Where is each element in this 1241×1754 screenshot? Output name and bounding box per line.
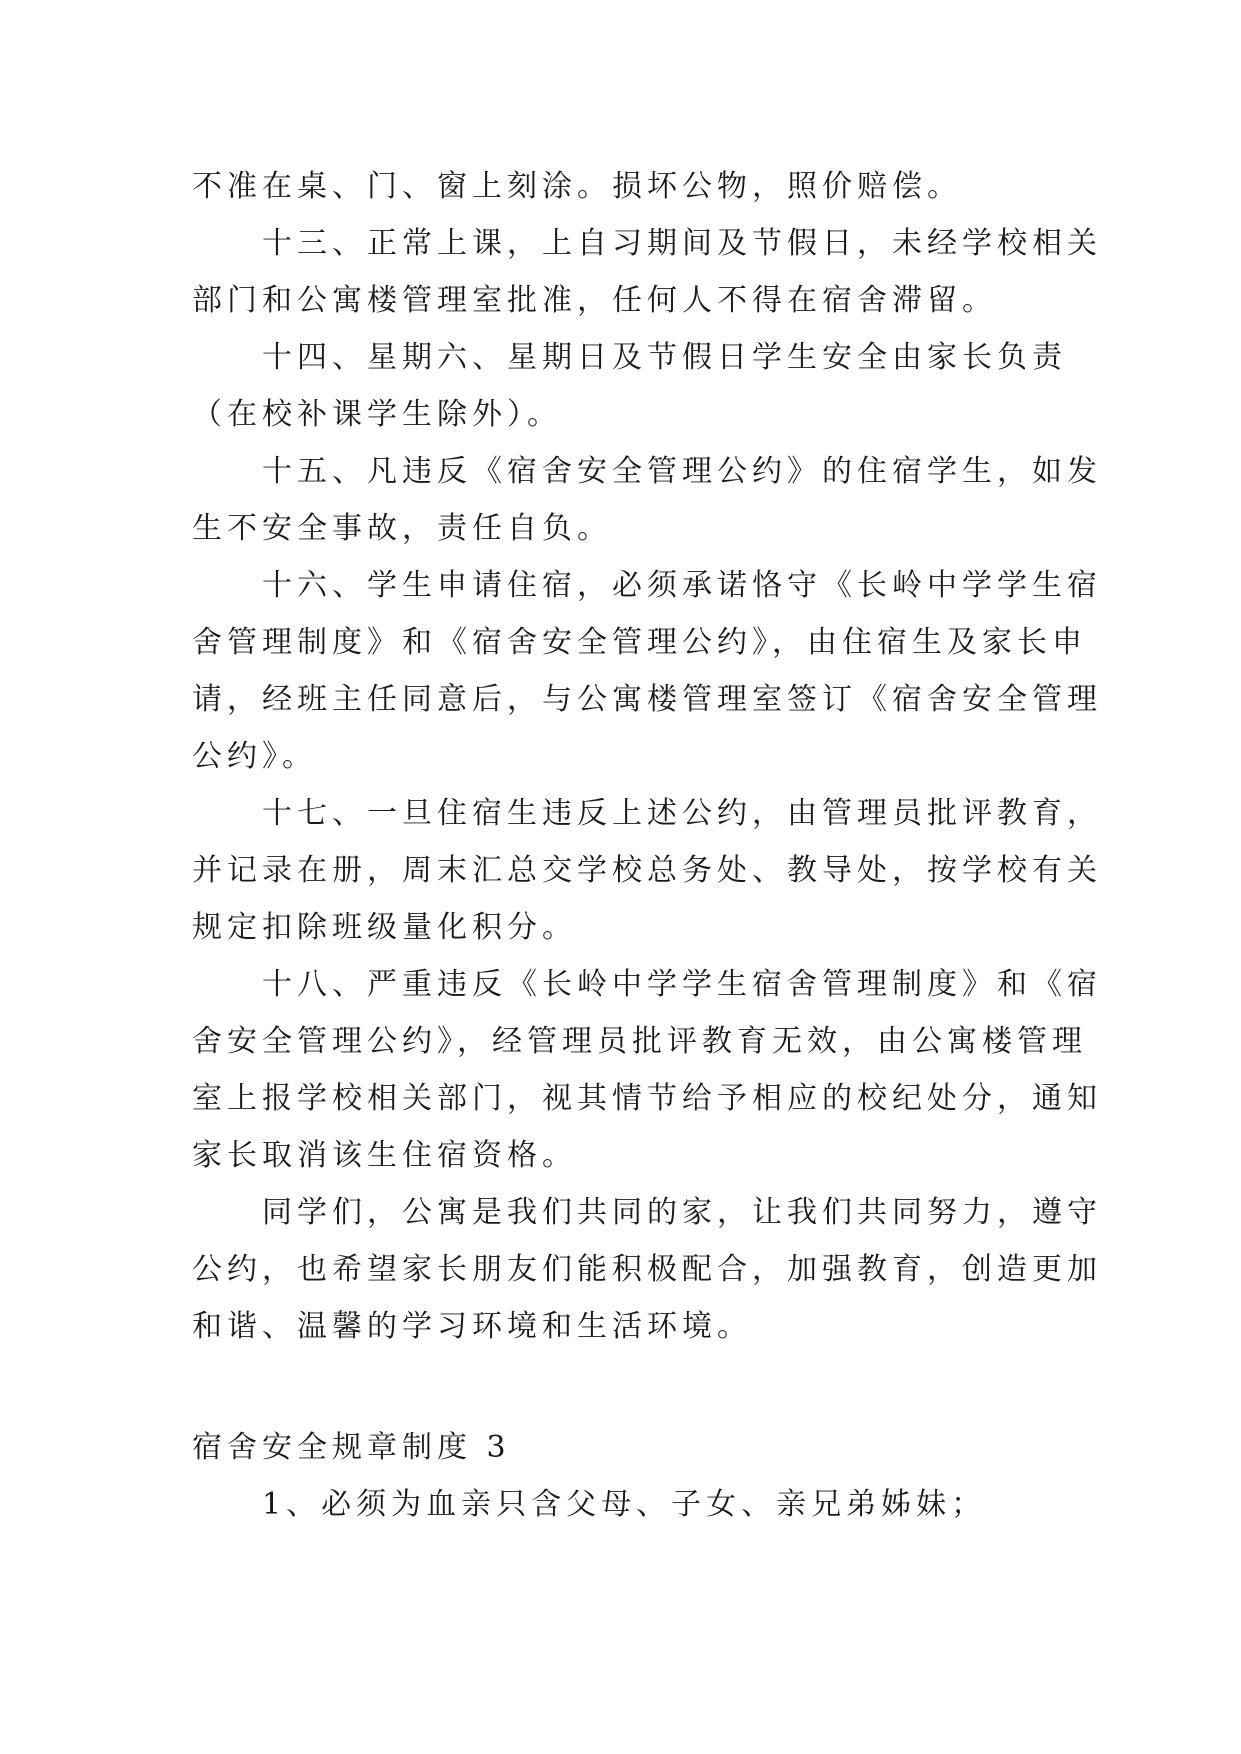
text-line: 并记录在册，周末汇总交学校总务处、教导处，按学校有关 (192, 853, 1102, 888)
text-line: 十六、学生申请住宿，必须承诺恪守《长岭中学学生宿 (192, 568, 1102, 603)
text-line: 家长取消该生住宿资格。 (192, 1138, 577, 1173)
text-line: 室上报学校相关部门，视其情节给予相应的校纪处分，通知 (192, 1081, 1102, 1116)
text-line: 同学们，公寓是我们共同的家，让我们共同努力，遵守 (192, 1195, 1102, 1230)
document-body (192, 158, 1102, 1533)
text-line: 和谐、温馨的学习环境和生活环境。 (192, 1309, 752, 1344)
text-line: 公约，也希望家长朋友们能积极配合，加强教育，创造更加 (192, 1252, 1102, 1287)
text-line: 十四、星期六、星期日及节假日学生安全由家长负责 (192, 340, 1067, 375)
text-line: 规定扣除班级量化积分。 (192, 910, 577, 945)
text-line: 不准在桌、门、窗上刻涂。损坏公物，照价赔偿。 (192, 169, 962, 204)
text-line: 舍管理制度》和《宿舍安全管理公约》，由住宿生及家长申 (192, 625, 1087, 660)
section-title: 宿舍安全规章制度 3 (192, 1430, 511, 1465)
text-line: 十七、一旦住宿生违反上述公约，由管理员批评教育， (192, 796, 1102, 831)
section-gap (192, 1355, 1052, 1419)
text-line: 部门和公寓楼管理室批准，任何人不得在宿舍滞留。 (192, 283, 997, 318)
text-line: 十三、正常上课，上自习期间及节假日，未经学校相关 (192, 226, 1102, 261)
text-line: 十五、凡违反《宿舍安全管理公约》的住宿学生，如发 (192, 454, 1102, 489)
text-line: （在校补课学生除外）。 (192, 397, 562, 432)
text-line: 1、必须为血亲只含父母、子女、亲兄弟姊妹； (192, 1487, 987, 1522)
text-line: 公约》。 (192, 739, 317, 774)
text-line: 舍安全管理公约》，经管理员批评教育无效，由公寓楼管理 (192, 1024, 1087, 1059)
text-line: 生不安全事故，责任自负。 (192, 511, 612, 546)
text-line: 请，经班主任同意后，与公寓楼管理室签订《宿舍安全管理 (192, 682, 1102, 717)
text-line: 十八、严重违反《长岭中学学生宿舍管理制度》和《宿 (192, 967, 1102, 1002)
